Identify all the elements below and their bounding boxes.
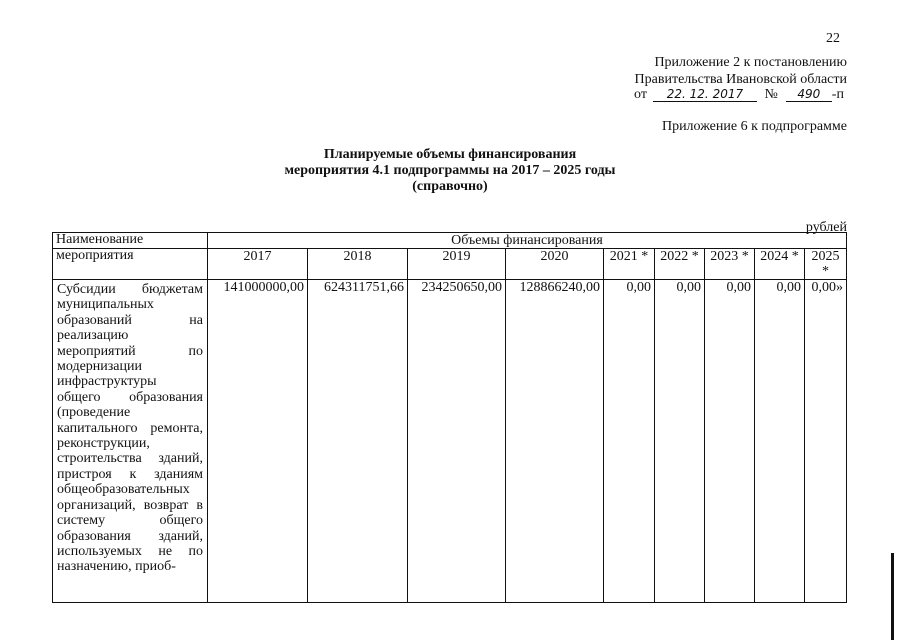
value-cell: 0,00» xyxy=(805,280,847,603)
year-header: 2024 * xyxy=(755,249,805,280)
year-header: 2020 xyxy=(506,249,604,280)
scan-edge-mark xyxy=(891,553,894,640)
document-title xyxy=(230,147,670,195)
units-label: рублей xyxy=(805,220,847,235)
year-header: 2025 * xyxy=(805,249,847,280)
header-name-line-2: мероприятия xyxy=(53,249,208,280)
appendix-line-1: Приложение 2 к постановлению xyxy=(654,55,847,70)
value-cell: 0,00 xyxy=(604,280,655,603)
financing-table xyxy=(52,232,847,603)
date-prefix: от xyxy=(634,87,647,102)
value-cell: 234250650,00 xyxy=(408,280,506,603)
appendix-header xyxy=(635,54,847,88)
title-line-3: (справочно) xyxy=(412,179,488,194)
sub-appendix-label: Приложение 6 к подпрограмме xyxy=(661,119,847,134)
value-cell: 0,00 xyxy=(705,280,755,603)
appendix-line-2: Правительства Ивановской области xyxy=(634,72,847,87)
year-header: 2019 xyxy=(408,249,506,280)
value-cell: 0,00 xyxy=(655,280,705,603)
number-prefix: № xyxy=(764,87,778,102)
value-cell: 624311751,66 xyxy=(308,280,408,603)
year-header: 2017 xyxy=(208,249,308,280)
table-row xyxy=(53,280,847,603)
header-financing-group: Объемы финансирования xyxy=(208,233,847,249)
value-cell: 128866240,00 xyxy=(506,280,604,603)
year-header: 2018 xyxy=(308,249,408,280)
title-line-1: Планируемые объемы финансирования xyxy=(323,147,577,162)
year-header: 2022 * xyxy=(655,249,705,280)
order-date-number-line xyxy=(634,87,844,103)
year-header: 2021 * xyxy=(604,249,655,280)
number-suffix: -п xyxy=(831,87,844,102)
title-line-2: мероприятия 4.1 подпрограммы на 2017 – 2025 годы xyxy=(284,163,616,178)
value-cell: 0,00 xyxy=(755,280,805,603)
handwritten-date: 22. 12. 2017 xyxy=(653,87,757,102)
measure-name-cell: Субсидии бюджетам муниципальных образований на реализацию мероприятий по модернизации инфраструктуры общего образования (проведение капитального ремонта, реконструкции, строительства зданий, пристроя к зданиям общеобразовательных организаций, возврат в систему общего образования зданий, используемых не по назначению, приоб- xyxy=(53,280,208,603)
page-number: 22 xyxy=(826,31,840,46)
year-header: 2023 * xyxy=(705,249,755,280)
header-name-line-1: Наименование xyxy=(53,233,208,249)
value-cell: 141000000,00 xyxy=(208,280,308,603)
handwritten-number: 490 xyxy=(786,87,832,102)
